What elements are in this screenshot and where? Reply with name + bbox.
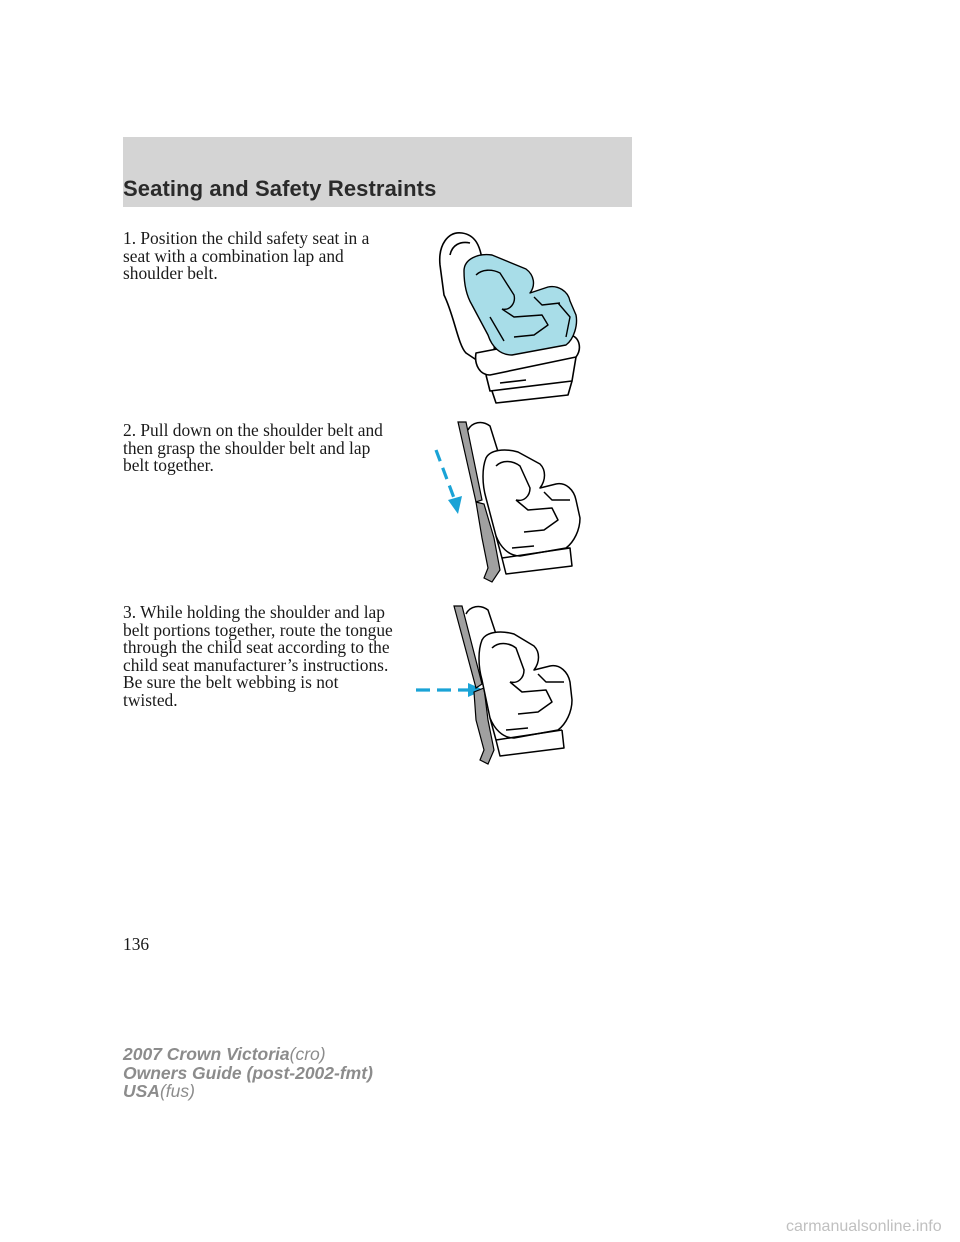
section-title: Seating and Safety Restraints: [123, 176, 437, 201]
footer-market-code: (fus): [159, 1081, 195, 1102]
pull-shoulder-belt-illustration: [420, 418, 590, 590]
step-3-text: 3. While holding the shoulder and lap belt portions together, route the tongue through the child seat according to the child seat manufacturer’s instructions. Be sure the belt webbing is not twisted.: [123, 602, 393, 710]
child-seat-in-vehicle-seat-illustration: [430, 225, 590, 407]
footer-market: USA: [123, 1081, 160, 1102]
step-1-text: 1. Position the child safety seat in a seat with a combination lap and shoulder belt.: [123, 228, 370, 284]
footer-line-2: [123, 1064, 373, 1083]
step-2-text: 2. Pull down on the shoulder belt and then grasp the shoulder belt and lap belt together.: [123, 420, 383, 476]
document-footer: [123, 1045, 373, 1101]
footer-model-code: (cro): [289, 1044, 326, 1064]
footer-line-1: [123, 1045, 373, 1064]
footer-model: 2007 Crown Victoria: [123, 1044, 290, 1064]
route-belt-tongue-illustration: [410, 600, 585, 772]
footer-line-3: [123, 1082, 373, 1101]
watermark: carmanualsonline.info: [786, 1218, 942, 1235]
page-number: 136: [123, 934, 150, 954]
footer-guide: Owners Guide (post-2002-fmt): [123, 1062, 373, 1083]
down-arrow-icon: [448, 496, 462, 514]
